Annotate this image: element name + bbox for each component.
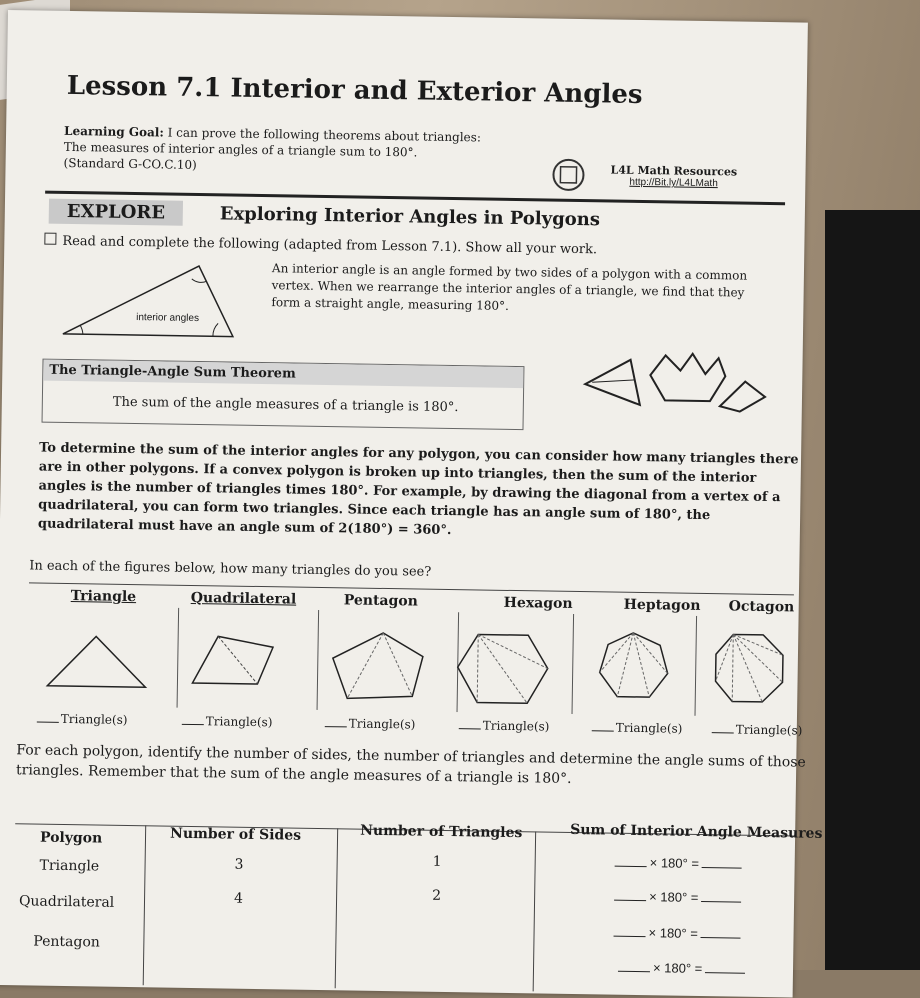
row-polygon: Triangle bbox=[39, 857, 100, 875]
answer-blank-pentagon[interactable]: Triangle(s) bbox=[325, 716, 416, 731]
triangle-shape bbox=[47, 636, 146, 688]
question-text: In each of the figures below, how many triangles do you see? bbox=[29, 558, 432, 580]
figure-name: Heptagon bbox=[623, 596, 701, 614]
checkbox[interactable] bbox=[44, 233, 56, 245]
row-sum[interactable]: × 180° = bbox=[615, 855, 743, 872]
lesson-title: Lesson 7.1 Interior and Exterior Angles bbox=[66, 70, 643, 110]
theorem-box bbox=[42, 359, 525, 431]
heptagon-shape bbox=[599, 632, 668, 697]
background-object bbox=[825, 210, 920, 970]
row-sum[interactable]: × 180° = bbox=[618, 960, 746, 977]
worksheet-page bbox=[0, 10, 823, 997]
answer-blank-quadrilateral[interactable]: Triangle(s) bbox=[182, 714, 273, 729]
polygon-figures bbox=[27, 605, 793, 717]
resources-title: L4L Math Resources bbox=[610, 163, 738, 179]
resources-box bbox=[610, 163, 737, 189]
row-polygon: Pentagon bbox=[33, 933, 100, 951]
row-polygon: Quadrilateral bbox=[18, 893, 115, 911]
interior-angles-figure bbox=[58, 259, 239, 346]
triangle-diagram bbox=[58, 259, 239, 342]
row-sum[interactable]: × 180° = bbox=[614, 889, 742, 906]
qr-logo-icon bbox=[550, 157, 591, 194]
figure-label: interior angles bbox=[136, 312, 200, 325]
figure-name: Hexagon bbox=[503, 594, 573, 612]
resources-link[interactable]: http://Bit.ly/L4LMath bbox=[629, 176, 718, 190]
answer-blank-hexagon[interactable]: Triangle(s) bbox=[459, 718, 550, 733]
instructions-paragraph-2: For each polygon, identify the number of sides, the number of triangles and determine the angle sums of those triangles. Remember that the sum of the angle measures of a triangle is 180°. bbox=[15, 742, 806, 787]
learning-goal bbox=[63, 123, 544, 179]
learning-goal-label: Learning Goal: bbox=[63, 123, 164, 140]
header-triangles: Number of Triangles bbox=[360, 822, 523, 842]
header-polygon: Polygon bbox=[39, 829, 103, 847]
instruction-row bbox=[44, 233, 597, 258]
quadrilateral-shape bbox=[192, 636, 273, 684]
figure-name: Quadrilateral bbox=[190, 589, 297, 608]
explanation-paragraph: To determine the sum of the interior angles for any polygon, you can consider how many triangles there are in other polygons. If a convex polygon is broken up into triangles, then the sum of the interior angles is the number of triangles times 180°. For example, by drawing the diagonal from a vertex of a quadrilateral, you can form two triangles. Since each triangle has an angle sum of 180°, the quadrilateral must have an angle sum of 2(180°) = 360°. bbox=[37, 440, 799, 539]
row-triangles[interactable]: 2 bbox=[432, 887, 442, 904]
learning-goal-text: I can prove the following theorems about triangles: bbox=[167, 125, 482, 145]
row-triangles[interactable]: 1 bbox=[432, 853, 442, 870]
figure-name: Octagon bbox=[728, 598, 795, 616]
octagon-shape bbox=[715, 634, 783, 702]
answer-blank-triangle[interactable]: Triangle(s) bbox=[37, 712, 128, 727]
answer-blank-octagon[interactable]: Triangle(s) bbox=[712, 722, 803, 737]
figures-row bbox=[27, 582, 803, 738]
explore-title: Exploring Interior Angles in Polygons bbox=[219, 203, 601, 231]
polygon-table bbox=[13, 805, 823, 997]
learning-goal-line2: The measures of interior angles of a triangle sum to 180°. bbox=[63, 139, 418, 160]
instruction-text: Read and complete the following (adapted from Lesson 7.1). Show all your work. bbox=[62, 233, 598, 258]
rearranged-angles-illustration bbox=[580, 344, 771, 417]
header-sides: Number of Sides bbox=[169, 825, 302, 844]
theorem-title: The Triangle-Angle Sum Theorem bbox=[43, 360, 523, 389]
learning-goal-standard: (Standard G-CO.C.10) bbox=[63, 155, 197, 172]
header-sum: Sum of Interior Angle Measures bbox=[570, 821, 823, 842]
row-sum[interactable]: × 180° = bbox=[613, 925, 741, 942]
figure-name: Triangle bbox=[70, 588, 137, 606]
definition-text: An interior angle is an angle formed by two sides of a polygon with a common vertex. When we rearrange the interior angles of a triangle, we find that they form a straight angle, measuring 180°. bbox=[271, 261, 748, 313]
explore-tag: EXPLORE bbox=[49, 199, 184, 226]
figure-name: Pentagon bbox=[343, 592, 418, 610]
row-sides[interactable]: 4 bbox=[233, 890, 244, 907]
row-sides[interactable]: 3 bbox=[234, 856, 244, 873]
answer-blank-heptagon[interactable]: Triangle(s) bbox=[592, 720, 683, 735]
theorem-text: The sum of the angle measures of a triangle is 180°. bbox=[112, 394, 459, 416]
